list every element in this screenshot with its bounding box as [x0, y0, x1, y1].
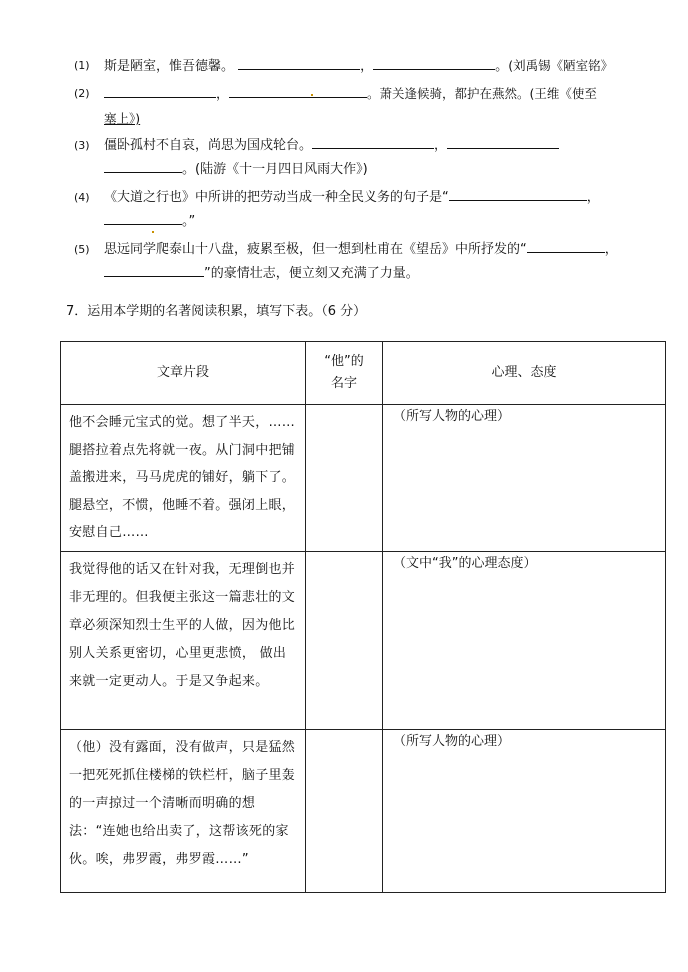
answer-blank[interactable] [238, 55, 360, 70]
answer-blank[interactable] [104, 83, 216, 98]
item-number: (4) [74, 191, 90, 204]
answer-blank[interactable] [449, 186, 587, 201]
source-citation: (刘禹锡《陋室铭》 [508, 58, 614, 73]
name-answer-cell[interactable] [306, 405, 383, 552]
table-row [61, 405, 666, 552]
name-answer-cell[interactable] [306, 729, 383, 892]
attitude-cell[interactable]: （文中“我”的心理态度） [383, 551, 666, 729]
answer-blank[interactable] [447, 134, 559, 149]
attitude-cell[interactable]: （所写人物的心理） [383, 405, 666, 552]
passage-cell: 他不会睡元宝式的觉。想了半天，……腿搭拉着点先将就一夜。从门洞中把铺盖搬进来，马马虎虎的铺好，躺下了。腿悬空，不惯，他睡不着。强闭上眼，安慰自己…… [61, 405, 306, 552]
item-end-text: ”的豪情壮志，便立刻又充满了力量。 [204, 266, 419, 281]
answer-blank[interactable] [229, 83, 367, 98]
reading-table [60, 341, 666, 893]
question-7-prompt: 7．运用本学期的名著阅读积累，填写下表。（6 分） [66, 304, 367, 319]
separator: ， [434, 138, 448, 153]
item-lead-text: 僵卧孤村不自哀，尚思为国戍轮台。 [104, 138, 313, 153]
item-number: (3) [74, 139, 90, 152]
table-row [61, 729, 666, 892]
stray-mark [152, 231, 154, 233]
table-row [61, 551, 666, 729]
item-number: (5) [74, 243, 90, 256]
header-name-label: “他”的名字 [324, 354, 364, 391]
separator: ， [216, 87, 230, 102]
item-tail-text-2: 塞上》) [104, 111, 141, 126]
item-lead-text: 《大道之行也》中所讲的把劳动当成一种全民义务的句子是“ [104, 190, 449, 205]
answer-blank[interactable] [104, 262, 204, 277]
separator: ， [360, 59, 374, 74]
item-lead-text: 斯是陋室，惟吾德馨。 [104, 59, 235, 74]
table-header-row [61, 342, 666, 405]
question-item-3 [74, 134, 634, 186]
item-lead-text: 思远同学爬泰山十八盘，疲累至极，但一想到杜甫在《望岳》中所抒发的“ [104, 242, 527, 257]
stray-mark [311, 94, 313, 96]
answer-blank[interactable] [104, 158, 182, 173]
passage-cell: 我觉得他的话又在针对我，无理倒也并非无理的。但我便主张这一篇悲壮的文章必须深知烈士生平的人做，因为他比别人关系更密切，心里更悲愤， 做出来就一定更动人。于是又争起来。 [61, 551, 306, 729]
answer-blank[interactable] [104, 210, 182, 225]
separator: ， [586, 190, 600, 205]
item-number: (1) [74, 59, 90, 72]
question-item-2 [74, 82, 634, 134]
item-end-text: 。” [182, 214, 196, 229]
answer-blank[interactable] [527, 238, 605, 253]
answer-blank[interactable] [312, 134, 434, 149]
header-attitude: 心理、态度 [383, 342, 666, 405]
separator: ， [604, 242, 618, 257]
question-item-1 [74, 54, 634, 82]
answer-blank[interactable] [373, 55, 495, 70]
item-number: (2) [74, 87, 90, 100]
passage-cell: （他）没有露面，没有做声，只是猛然一把死死抓住楼梯的铁栏杆，脑子里轰的一声掠过一个清晰而明确的想法：“连她也给出卖了，这帮该死的家伙。唉，弗罗霞，弗罗霞……” [61, 729, 306, 892]
fill-in-questions [74, 54, 634, 290]
end-punct: 。 [495, 59, 509, 74]
header-name [306, 342, 383, 405]
item-end-text: 。(陆游《十一月四日风雨大作》) [182, 162, 368, 177]
header-passage: 文章片段 [61, 342, 306, 405]
name-answer-cell[interactable] [306, 551, 383, 729]
question-item-5 [74, 238, 634, 290]
attitude-cell[interactable]: （所写人物的心理） [383, 729, 666, 892]
item-tail-text: 。萧关逢候骑，都护在燕然。(王维《使至 [367, 86, 597, 101]
question-item-4 [74, 186, 634, 238]
